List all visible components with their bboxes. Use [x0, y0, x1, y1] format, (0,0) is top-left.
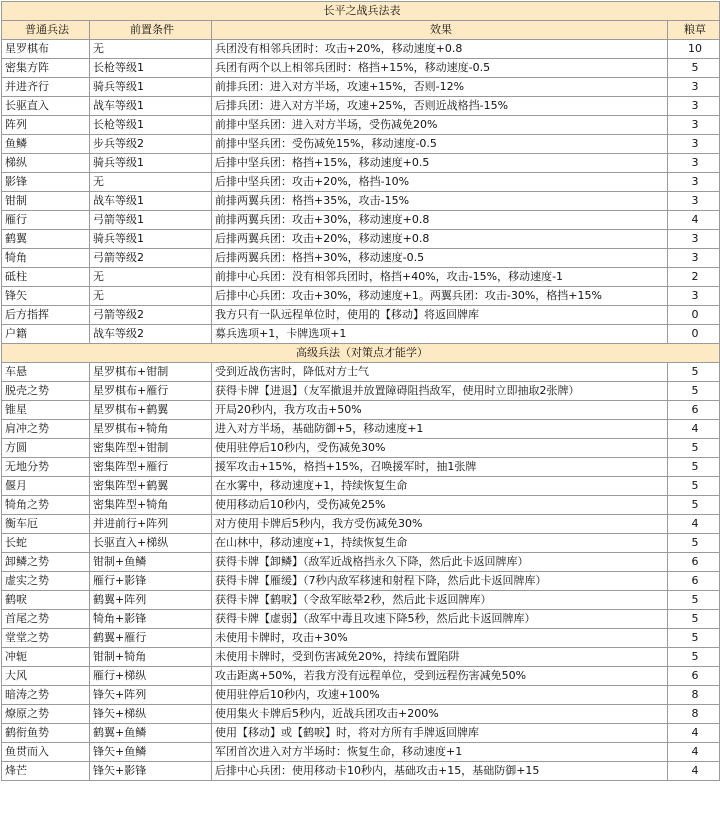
effect: 获得卡牌【卸鳞】（敌军近战格挡永久下降，然后此卡返回牌库） [212, 553, 668, 572]
tactic-name: 长驱直入 [2, 97, 90, 116]
tactic-name: 锥星 [2, 401, 90, 420]
table-row [2, 705, 720, 724]
effect: 使用移动后10秒内，受伤减免25% [212, 496, 668, 515]
tactic-name: 犄角 [2, 249, 90, 268]
table-row [2, 629, 720, 648]
tactic-name: 卸鳞之势 [2, 553, 90, 572]
effect: 后排中坚兵团：格挡+15%，移动速度+0.5 [212, 154, 668, 173]
tactic-name: 肩冲之势 [2, 420, 90, 439]
prerequisite: 星罗棋布+鹤翼 [90, 401, 212, 420]
basic-title-row [2, 2, 720, 21]
prerequisite: 战车等级2 [90, 325, 212, 344]
cost: 5 [668, 534, 720, 553]
cost: 4 [668, 420, 720, 439]
effect: 受到近战伤害时，降低对方士气 [212, 363, 668, 382]
prerequisite: 骑兵等级1 [90, 154, 212, 173]
table-row [2, 420, 720, 439]
table-row [2, 230, 720, 249]
cost: 5 [668, 629, 720, 648]
prerequisite: 锋矢+梯纵 [90, 705, 212, 724]
effect: 获得卡牌【进退】（友军撤退并放置障碍阻挡敌军，使用时立即抽取2张牌） [212, 382, 668, 401]
tactic-name: 犄角之势 [2, 496, 90, 515]
prerequisite: 弓箭等级2 [90, 306, 212, 325]
tactic-name: 长蛇 [2, 534, 90, 553]
cost: 8 [668, 686, 720, 705]
tactic-name: 鹤翼 [2, 230, 90, 249]
effect: 获得卡牌【雁缓】（7秒内敌军移速和射程下降，然后此卡返回牌库） [212, 572, 668, 591]
tactic-name: 砥柱 [2, 268, 90, 287]
cost: 3 [668, 287, 720, 306]
effect: 军团首次进入对方半场时：恢复生命，移动速度+1 [212, 743, 668, 762]
table-row [2, 363, 720, 382]
table-row [2, 648, 720, 667]
prerequisite: 锋矢+影锋 [90, 762, 212, 781]
effect: 前排中心兵团：没有相邻兵团时，格挡+40%，攻击-15%，移动速度-1 [212, 268, 668, 287]
cost: 4 [668, 211, 720, 230]
cost: 3 [668, 135, 720, 154]
effect: 未使用卡牌时，受到伤害减免20%，持续布置陷阱 [212, 648, 668, 667]
prerequisite: 弓箭等级2 [90, 249, 212, 268]
cost: 5 [668, 59, 720, 78]
table-row [2, 401, 720, 420]
effect: 前排中坚兵团：受伤减免15%，移动速度-0.5 [212, 135, 668, 154]
cost: 3 [668, 192, 720, 211]
effect: 对方使用卡牌后5秒内，我方受伤减免30% [212, 515, 668, 534]
prerequisite: 锋矢+阵列 [90, 686, 212, 705]
effect: 进入对方半场，基础防御+5，移动速度+1 [212, 420, 668, 439]
prerequisite: 战车等级1 [90, 192, 212, 211]
table-row [2, 249, 720, 268]
tactic-name: 雁行 [2, 211, 90, 230]
tactic-name: 钳制 [2, 192, 90, 211]
tactic-name: 锋矢 [2, 287, 90, 306]
effect: 后排两翼兵团：格挡+30%，移动速度-0.5 [212, 249, 668, 268]
header-effect: 效果 [212, 21, 668, 40]
prerequisite: 战车等级1 [90, 97, 212, 116]
prerequisite: 长驱直入+梯纵 [90, 534, 212, 553]
table-row [2, 325, 720, 344]
prerequisite: 长枪等级1 [90, 116, 212, 135]
prerequisite: 密集阵型+犄角 [90, 496, 212, 515]
table-row [2, 211, 720, 230]
prerequisite: 无 [90, 40, 212, 59]
table-row [2, 534, 720, 553]
prerequisite: 犄角+影锋 [90, 610, 212, 629]
tactic-name: 燎原之势 [2, 705, 90, 724]
tactic-name: 梯纵 [2, 154, 90, 173]
prerequisite: 钳制+鱼鳞 [90, 553, 212, 572]
cost: 3 [668, 173, 720, 192]
tactic-name: 大风 [2, 667, 90, 686]
table-row [2, 382, 720, 401]
cost: 5 [668, 458, 720, 477]
tactic-name: 虚实之势 [2, 572, 90, 591]
table-row [2, 439, 720, 458]
effect: 未使用卡牌时，攻击+30% [212, 629, 668, 648]
cost: 0 [668, 306, 720, 325]
table-row [2, 477, 720, 496]
cost: 5 [668, 382, 720, 401]
cost: 3 [668, 249, 720, 268]
table-row [2, 59, 720, 78]
table-row [2, 40, 720, 59]
prerequisite: 鹤翼+雁行 [90, 629, 212, 648]
tactic-name: 偃月 [2, 477, 90, 496]
prerequisite: 锋矢+鱼鳞 [90, 743, 212, 762]
tactic-name: 衡车厄 [2, 515, 90, 534]
effect: 开局20秒内，我方攻击+50% [212, 401, 668, 420]
effect: 前排两翼兵团：攻击+30%，移动速度+0.8 [212, 211, 668, 230]
prerequisite: 弓箭等级1 [90, 211, 212, 230]
effect: 使用驻停后10秒内，受伤减免30% [212, 439, 668, 458]
table-row [2, 610, 720, 629]
cost: 5 [668, 591, 720, 610]
basic-title: 长平之战兵法表 [2, 2, 720, 21]
table-row [2, 743, 720, 762]
table-row [2, 97, 720, 116]
effect: 援军攻击+15%，格挡+15%，召唤援军时，抽1张牌 [212, 458, 668, 477]
effect: 后排中心兵团：使用移动卡10秒内，基础攻击+15，基础防御+15 [212, 762, 668, 781]
table-row [2, 154, 720, 173]
effect: 在山林中，移动速度+1，持续恢复生命 [212, 534, 668, 553]
prerequisite: 无 [90, 173, 212, 192]
effect: 在水雾中，移动速度+1，持续恢复生命 [212, 477, 668, 496]
table-row [2, 572, 720, 591]
cost: 2 [668, 268, 720, 287]
table-row [2, 515, 720, 534]
cost: 3 [668, 116, 720, 135]
table-row [2, 496, 720, 515]
effect: 前排两翼兵团：格挡+35%，攻击-15% [212, 192, 668, 211]
table-row [2, 553, 720, 572]
prerequisite: 骑兵等级1 [90, 78, 212, 97]
cost: 4 [668, 762, 720, 781]
prerequisite: 星罗棋布+钳制 [90, 363, 212, 382]
effect: 前排中坚兵团：进入对方半场，受伤减免20% [212, 116, 668, 135]
cost: 6 [668, 572, 720, 591]
effect: 获得卡牌【虚弱】（敌军中毒且攻速下降5秒，然后此卡返回牌库） [212, 610, 668, 629]
prerequisite: 步兵等级2 [90, 135, 212, 154]
prerequisite: 星罗棋布+雁行 [90, 382, 212, 401]
table-row [2, 135, 720, 154]
table-row [2, 686, 720, 705]
cost: 5 [668, 648, 720, 667]
effect: 募兵选项+1，卡牌选项+1 [212, 325, 668, 344]
prerequisite: 无 [90, 268, 212, 287]
table-row [2, 667, 720, 686]
effect: 后排兵团：进入对方半场，攻速+25%，否则近战格挡-15% [212, 97, 668, 116]
tactic-name: 烽芒 [2, 762, 90, 781]
effect: 后排中坚兵团：攻击+20%，格挡-10% [212, 173, 668, 192]
cost: 3 [668, 154, 720, 173]
tactic-name: 方圆 [2, 439, 90, 458]
tactic-name: 冲轭 [2, 648, 90, 667]
cost: 5 [668, 363, 720, 382]
prerequisite: 密集阵型+钳制 [90, 439, 212, 458]
table-row [2, 268, 720, 287]
cost: 3 [668, 78, 720, 97]
cost: 4 [668, 724, 720, 743]
tactic-name: 鱼贯而入 [2, 743, 90, 762]
effect: 兵团没有相邻兵团时：攻击+20%，移动速度+0.8 [212, 40, 668, 59]
tactic-name: 堂堂之势 [2, 629, 90, 648]
cost: 0 [668, 325, 720, 344]
table-row [2, 724, 720, 743]
prerequisite: 鹤翼+鱼鳞 [90, 724, 212, 743]
prerequisite: 骑兵等级1 [90, 230, 212, 249]
table-row [2, 192, 720, 211]
prerequisite: 长枪等级1 [90, 59, 212, 78]
prerequisite: 鹤翼+阵列 [90, 591, 212, 610]
tactic-name: 脱壳之势 [2, 382, 90, 401]
table-row [2, 116, 720, 135]
cost: 5 [668, 496, 720, 515]
tactic-name: 星罗棋布 [2, 40, 90, 59]
table-row [2, 762, 720, 781]
cost: 5 [668, 439, 720, 458]
header-tactic: 普通兵法 [2, 21, 90, 40]
prerequisite: 钳制+犄角 [90, 648, 212, 667]
cost: 6 [668, 667, 720, 686]
table-row [2, 306, 720, 325]
cost: 8 [668, 705, 720, 724]
prerequisite: 雁行+影锋 [90, 572, 212, 591]
tactic-name: 影锋 [2, 173, 90, 192]
table-row [2, 287, 720, 306]
header-prerequisite: 前置条件 [90, 21, 212, 40]
prerequisite: 密集阵型+雁行 [90, 458, 212, 477]
tactic-name: 车悬 [2, 363, 90, 382]
tactic-name: 暗涛之势 [2, 686, 90, 705]
cost: 10 [668, 40, 720, 59]
header-row [2, 21, 720, 40]
effect: 使用集火卡牌后5秒内，近战兵团攻击+200% [212, 705, 668, 724]
prerequisite: 并进前行+阵列 [90, 515, 212, 534]
tactic-name: 鹤唳 [2, 591, 90, 610]
tactic-name: 首尾之势 [2, 610, 90, 629]
effect: 前排兵团：进入对方半场，攻速+15%，否则-12% [212, 78, 668, 97]
tactic-name: 鹤衔鱼势 [2, 724, 90, 743]
cost: 3 [668, 230, 720, 249]
cost: 4 [668, 515, 720, 534]
effect: 攻击距离+50%，若我方没有远程单位，受到远程伤害减免50% [212, 667, 668, 686]
cost: 4 [668, 743, 720, 762]
tactic-name: 户籍 [2, 325, 90, 344]
cost: 5 [668, 610, 720, 629]
tactic-name: 阵列 [2, 116, 90, 135]
prerequisite: 雁行+梯纵 [90, 667, 212, 686]
effect: 后排两翼兵团：攻击+20%，移动速度+0.8 [212, 230, 668, 249]
table-row [2, 591, 720, 610]
effect: 使用驻停后10秒内，攻速+100% [212, 686, 668, 705]
effect: 后排中心兵团：攻击+30%，移动速度+1。两翼兵团：攻击-30%，格挡+15% [212, 287, 668, 306]
effect: 使用【移动】或【鹤唳】时，将对方所有手牌返回牌库 [212, 724, 668, 743]
tactic-name: 无地分势 [2, 458, 90, 477]
effect: 兵团有两个以上相邻兵团时：格挡+15%，移动速度-0.5 [212, 59, 668, 78]
tactic-name: 鱼鳞 [2, 135, 90, 154]
advanced-title: 高级兵法（对策点才能学） [2, 344, 720, 363]
tactic-name: 后方指挥 [2, 306, 90, 325]
cost: 5 [668, 477, 720, 496]
header-cost: 粮草 [668, 21, 720, 40]
table-row [2, 458, 720, 477]
tactic-name: 并进齐行 [2, 78, 90, 97]
cost: 6 [668, 553, 720, 572]
cost: 6 [668, 401, 720, 420]
prerequisite: 密集阵型+鹤翼 [90, 477, 212, 496]
table-row [2, 173, 720, 192]
prerequisite: 无 [90, 287, 212, 306]
prerequisite: 星罗棋布+犄角 [90, 420, 212, 439]
effect: 我方只有一队远程单位时，使用的【移动】将返回牌库 [212, 306, 668, 325]
table-row [2, 78, 720, 97]
tactic-name: 密集方阵 [2, 59, 90, 78]
tactics-table [1, 1, 720, 781]
cost: 3 [668, 97, 720, 116]
effect: 获得卡牌【鹤唳】（令敌军眩晕2秒，然后此卡返回牌库） [212, 591, 668, 610]
advanced-title-row [2, 344, 720, 363]
